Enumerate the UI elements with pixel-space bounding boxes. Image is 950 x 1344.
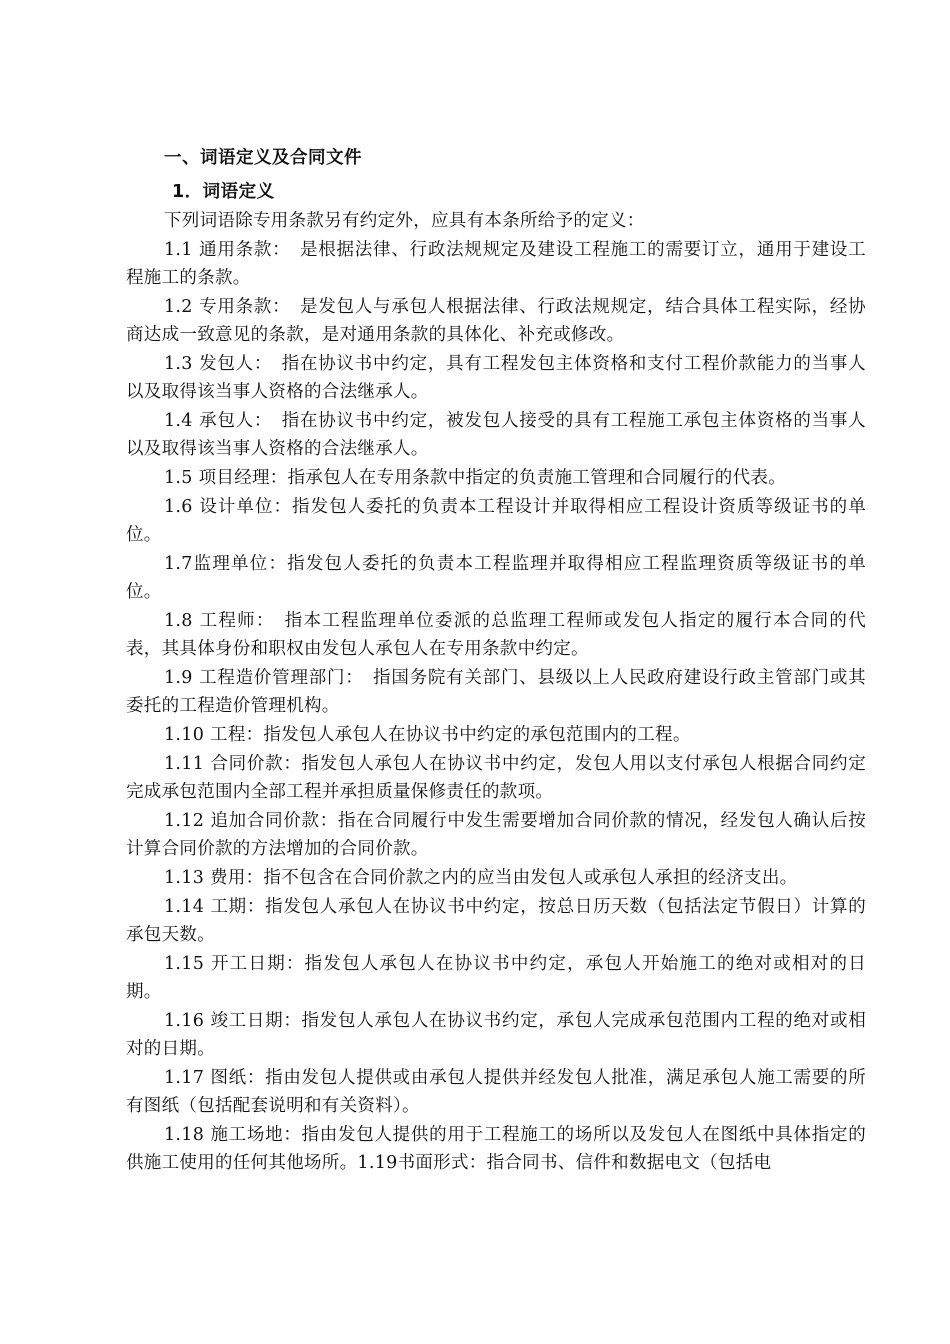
paragraph-1-4: 1.4 承包人： 指在协议书中约定，被发包人接受的具有工程施工承包主体资格的当事人以及取得该当事人资格的合法继承人。	[126, 411, 866, 459]
document-body	[126, 143, 866, 1178]
paragraph-1-2: 1.2 专用条款： 是发包人与承包人根据法律、行政法规规定，结合具体工程实际，经协商达成一致意见的条款，是对通用条款的具体化、补充或修改。	[126, 297, 866, 345]
paragraph-1-7: 1.7监理单位：指发包人委托的负责本工程监理并取得相应工程监理资质等级证书的单位。	[126, 554, 866, 602]
paragraph-1-13: 1.13 费用：指不包含在合同价款之内的应当由发包人或承包人承担的经济支出。	[164, 868, 798, 888]
paragraph-1-12: 1.12 追加合同价款：指在合同履行中发生需要增加合同价款的情况，经发包人确认后按计算合同价款的方法增加的合同价款。	[126, 811, 866, 859]
paragraph-1-3: 1.3 发包人： 指在协议书中约定，具有工程发包主体资格和支付工程价款能力的当事人以及取得该当事人资格的合法继承人。	[126, 354, 866, 402]
paragraph-1-8: 1.8 工程师： 指本工程监理单位委派的总监理工程师或发包人指定的履行本合同的代表，其具体身份和职权由发包人承包人在专用条款中约定。	[126, 611, 866, 659]
paragraph-1-9: 1.9 工程造价管理部门： 指国务院有关部门、县级以上人民政府建设行政主管部门或其委托的工程造价管理机构。	[126, 668, 866, 716]
paragraph-1-5: 1.5 项目经理：指承包人在专用条款中指定的负责施工管理和合同履行的代表。	[164, 468, 786, 488]
paragraph-1-15: 1.15 开工日期：指发包人承包人在协议书中约定，承包人开始施工的绝对或相对的日期。	[126, 954, 866, 1002]
paragraph-intro: 下列词语除专用条款另有约定外，应具有本条所给予的定义：	[164, 211, 645, 231]
section-title: 一、词语定义及合同文件	[164, 148, 362, 168]
paragraph-1-16: 1.16 竣工日期：指发包人承包人在协议书约定，承包人完成承包范围内工程的绝对或相对的日期。	[126, 1011, 866, 1059]
paragraph-1-10: 1.10 工程：指发包人承包人在协议书中约定的承包范围内的工程。	[164, 725, 691, 745]
paragraph-1-17: 1.17 图纸：指由发包人提供或由承包人提供并经发包人批准，满足承包人施工需要的所有图纸（包括配套说明和有关资料）。	[126, 1068, 866, 1116]
paragraph-1-14: 1.14 工期：指发包人承包人在协议书中约定，按总日历天数（包括法定节假日）计算的承包天数。	[126, 897, 866, 945]
paragraph-1-1: 1.1 通用条款： 是根据法律、行政法规规定及建设工程施工的需要订立，通用于建设工程施工的条款。	[126, 240, 866, 288]
paragraph-1-6: 1.6 设计单位：指发包人委托的负责本工程设计并取得相应工程设计资质等级证书的单位。	[126, 497, 866, 545]
paragraph-1-18: 1.18 施工场地：指由发包人提供的用于工程施工的场所以及发包人在图纸中具体指定的供施工使用的任何其他场所。1.19书面形式：指合同书、信件和数据电文（包括电	[126, 1125, 866, 1173]
paragraph-1-11: 1.11 合同价款：指发包人承包人在协议书中约定，发包人用以支付承包人根据合同约定完成承包范围内全部工程并承担质量保修责任的款项。	[126, 754, 866, 802]
subsection-title: 1．词语定义	[172, 182, 275, 202]
